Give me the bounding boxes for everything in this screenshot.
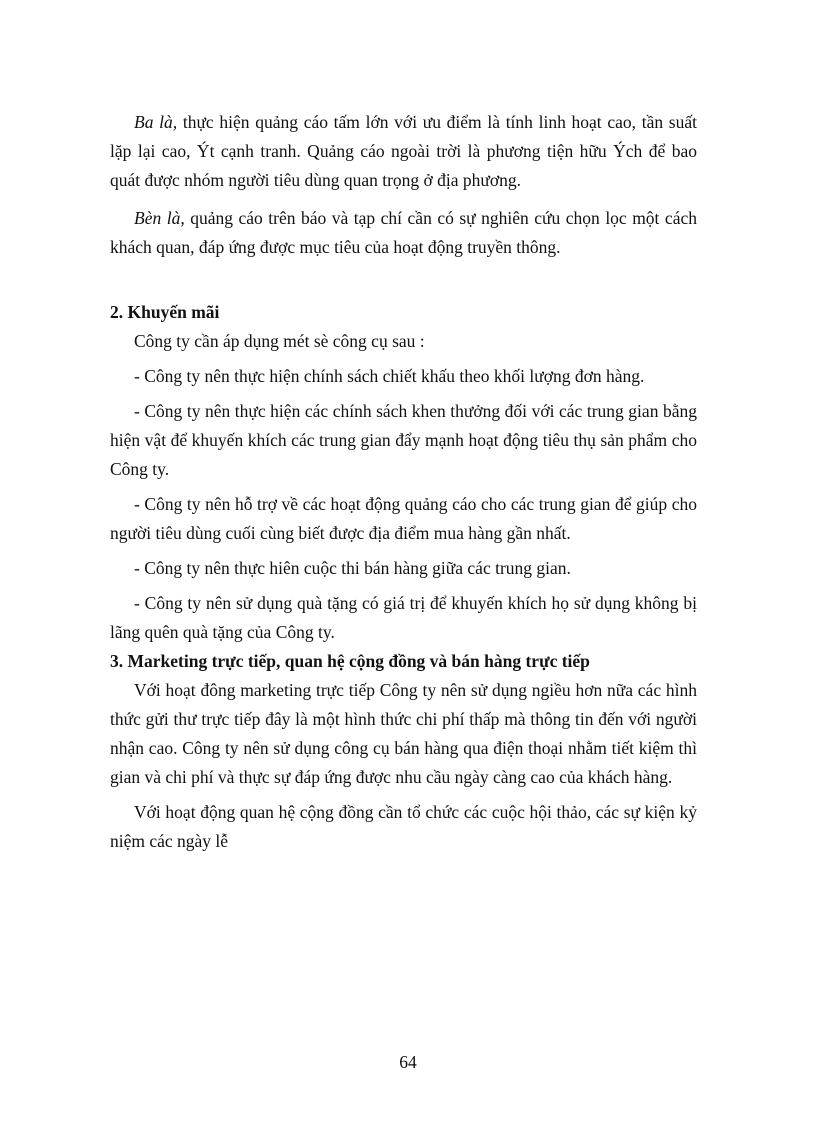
document-page [110,108,697,856]
paragraph-text: quảng cáo trên báo và tạp chí cần có sự nghiên cứu chọn lọc một cách khách quan, đáp ứng được mục tiêu của hoạt động truyền thông. [110,208,697,257]
direct-marketing-paragraph: Với hoạt đông marketing trực tiếp Công ty nên sử dụng ngiều hơn nữa các hình thức gửi thư trực tiếp đây là một hình thức chi phí thấp mà thông tin đến với người nhận cao. Công ty nên sử dụng công cụ bán hàng qua điện thoại nhằm tiết kiệm thì gian và chi phí và thực sự đáp ứng được nhu cầu ngày càng cao của khách hàng. [110,680,697,787]
paragraph-text: thực hiện quảng cáo tấm lớn với ưu điểm là tính linh hoạt cao, tần suất lặp lại cao, Ýt cạnh tranh. Quảng cáo ngoài trời là phương tiện hữu Ých để bao quát được nhóm người tiêu dùng quan trọng ở địa phương. [110,112,697,190]
heading-khuyen-mai: 2. Khuyến mãi [110,302,220,322]
promo-item: - Công ty nên thực hiên cuộc thi bán hàng giữa các trung gian. [134,558,571,578]
promo-item: - Công ty nên thực hiện các chính sách khen thưởng đối với các trung gian bằng hiện vật để khuyến khích các trung gian đẩy mạnh hoạt động tiêu thụ sản phẩm cho Công ty. [110,401,697,479]
promo-intro: Công ty cần áp dụng mét sè công cụ sau : [134,331,425,351]
promo-item: - Công ty nên sử dụng quà tặng có giá trị để khuyến khích họ sử dụng không bị lãng quên quà tặng của Công ty. [110,593,697,642]
paragraph-lead: Bèn là, [134,208,185,228]
paragraph-lead: Ba là, [134,112,178,132]
heading-marketing-truc-tiep: 3. Marketing trực tiếp, quan hệ cộng đồng và bán hàng trực tiếp [110,651,590,671]
promo-item: - Công ty nên hỗ trợ về các hoạt động quảng cáo cho các trung gian để giúp cho người tiêu dùng cuối cùng biết được địa điểm mua hàng gần nhất. [110,494,697,543]
promo-item: - Công ty nên thực hiện chính sách chiết khấu theo khối lượng đơn hàng. [134,366,645,386]
public-relations-paragraph: Với hoạt động quan hệ cộng đồng cần tổ chức các cuộc hội thảo, các sự kiện kỷ niệm các ngày lễ [110,802,697,851]
paragraph-bon-la [110,204,697,262]
paragraph-ba-la [110,108,697,195]
page-number: 64 [399,1052,417,1072]
